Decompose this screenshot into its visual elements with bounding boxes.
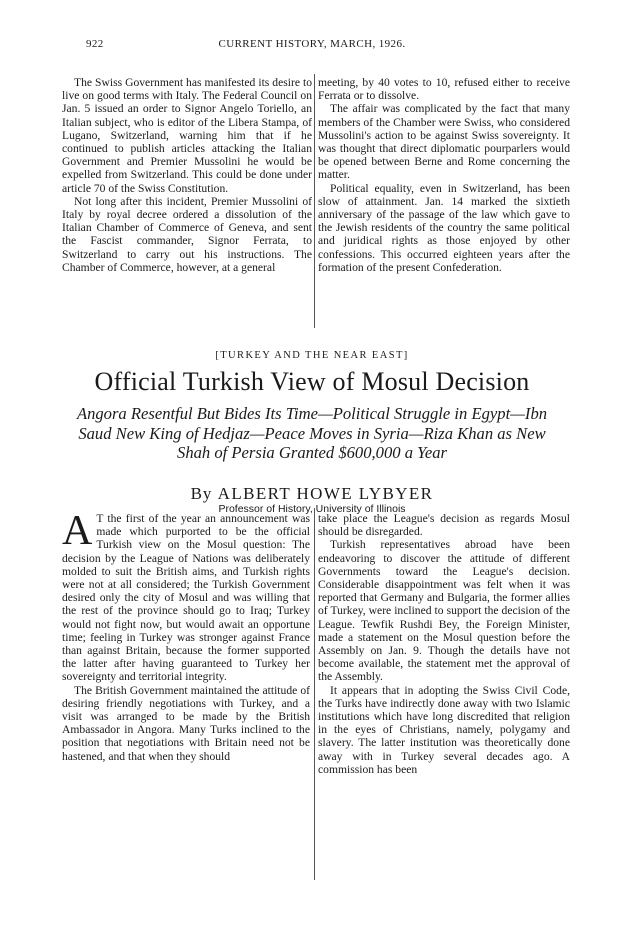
journal-title: CURRENT HISTORY, MARCH, 1926. [218,38,406,50]
paragraph: The Swiss Government has manifested its desire to live on good terms with Italy. The Federal Council on Jan. 5 issued an order to Signor Angelo Toriello, an Italian subject, who is editor of the Libera Stampa, of Lugano, Switzerland, warning him that if he continued to publish articles attacking the Italian Government and Premier Mussolini he would be expelled from Switzerland. This could be done under article 70 of the Swiss Constitution. [62,76,312,195]
paragraph: Turkish representatives abroad have been endeavoring to discover the attitude of different Governments toward the League's decision. Considerable disappointment was felt when it was reported that Germany and Bulgaria, the former allies of Turkey, were inclined to support the decision of the League. Tewfik Rushdi Bey, the Foreign Minister, made a statement on the Mosul question before the Assembly on Jan. 9. Though the details have not become available, the statement met the approval of the Assembly. [318,538,570,684]
paragraph: take place the League's decision as regards Mosul should be disregarded. [318,512,570,539]
article-right-column [318,512,570,776]
author-name: ALBERT HOWE LYBYER [217,484,434,503]
previous-article-right-column [318,76,570,274]
byline [0,484,624,504]
paragraph: The British Government maintained the attitude of desiring friendly negotiations with Turkey, and a visit was arranged to be made by the British Ambassador in Angora. Many Turks inclined to the position that negotiations with Britain need not be hastened, and that when they should [62,683,310,763]
author-affiliation: Professor of History, University of Illinois [218,503,406,515]
article-subtitle: Angora Resentful But Bides Its Time—Political Struggle in Egypt—Ibn Saud New King of Hedjaz—Peace Moves in Syria—Riza Khan as New Shah of Persia Granted $600,000 a Year [76,404,548,462]
drop-cap: A [62,508,93,554]
paragraph: It appears that in adopting the Swiss Civil Code, the Turks have indirectly done away with two Islamic institutions which have long discredited that religion in the eyes of Christians, namely, polygamy and slavery. The latter institution was theoretically done away with in Turkey several decades ago. A commission has been [318,683,570,776]
section-label: [TURKEY AND THE NEAR EAST] [215,350,409,361]
lead-paragraph [62,508,310,684]
previous-article-left-column [62,76,312,274]
paragraph: Not long after this incident, Premier Mussolini of Italy by royal decree ordered a dissolution of the Italian Chamber of Commerce of Geneva, and sent the Fascist commander, Signor Ferrata, to Switzerland to carry out his instructions. The Chamber of Commerce, however, at a general [62,194,312,274]
article-headline: Official Turkish View of Mosul Decision [94,367,530,396]
column-rule [314,508,315,880]
article-left-column [62,508,310,763]
paragraph: The affair was complicated by the fact that many members of the Chamber were Swiss, who considered Mussolini's action to be against Swiss sovereignty. It was thought that direct diplomatic pourparlers would be opened between Berne and Rome concerning the matter. [318,102,570,182]
paragraph: Political equality, even in Switzerland, has been slow of attainment. Jan. 14 marked the sixtieth anniversary of the passage of the law which gave to the Jewish residents of the country the same political and juridical rights as those enjoyed by other confessions. This occurred eighteen years after the formation of the present Confederation. [318,181,570,274]
column-rule [314,74,315,328]
running-head [0,38,624,52]
page-number: 922 [86,38,104,50]
byline-prefix: By [190,484,213,503]
lead-paragraph-text: T the first of the year an announcement was made which purported to be the official Turkish view on the Mosul question: The decision by the League of Nations was deliberately molded to suit the British aims, and Turkish rights were not at all considered; the Turkish Government desired only the city of Mosul and was willing that the rest of the province should go to Iraq; Turkey would not fight now, but would await an opportune time; feeling in Turkey was stronger against France than against Britain, because the former supported the latter after having guaranteed to Turkey her sovereignty and territorial integrity. [62,512,310,684]
paragraph: meeting, by 40 votes to 10, refused either to receive Ferrata or to dissolve. [318,76,570,103]
